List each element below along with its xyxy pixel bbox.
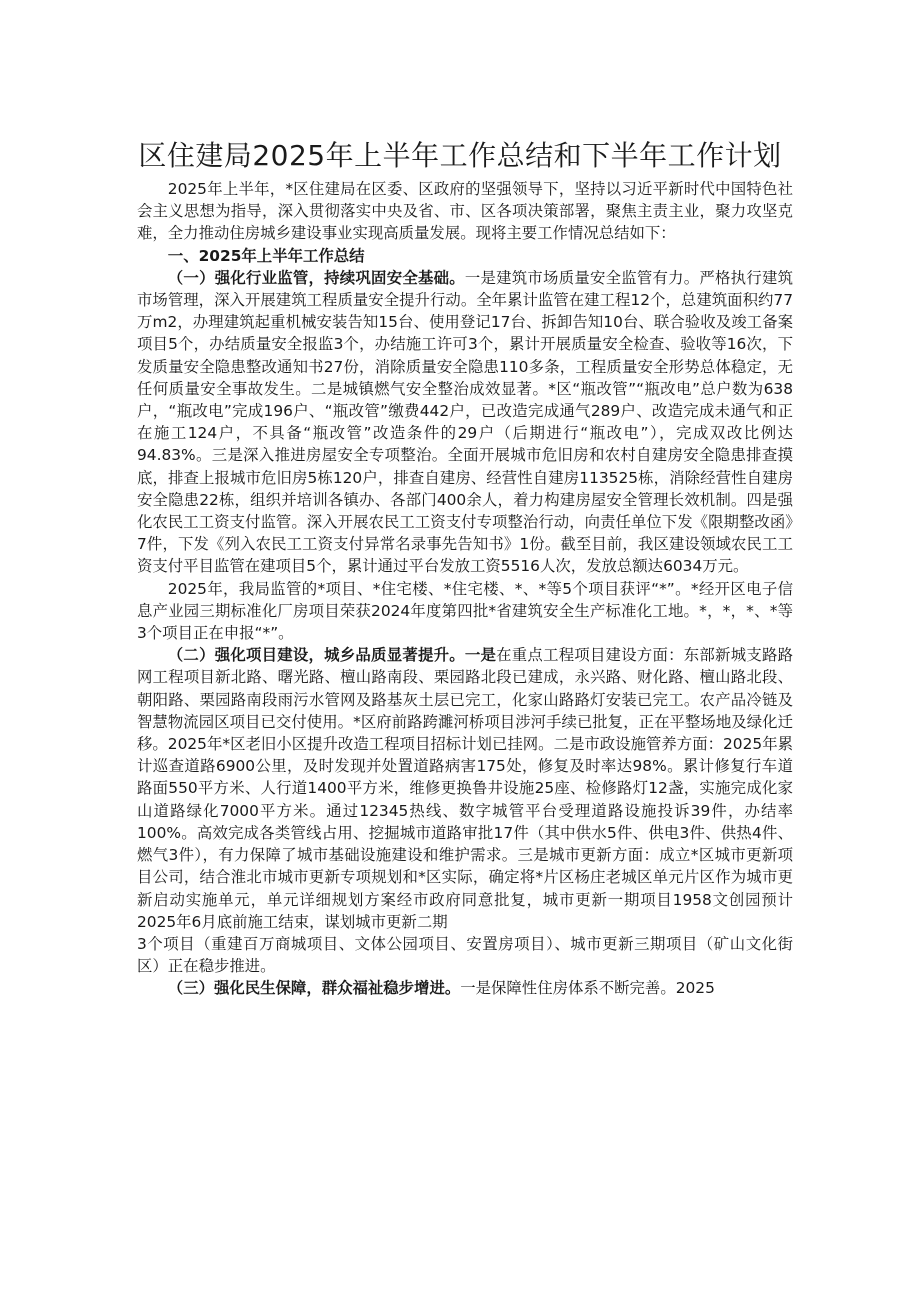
awards-paragraph: 2025年，我局监管的*项目、*住宅楼、*住宅楼、*、*等5个项目获评“*”。*经开区电子信息产业园三期标准化厂房项目荣获2024年度第四批*省建筑安全生产标准化工地。*，*，*、*等3个项目正在申报“*”。 (137, 579, 793, 643)
subsection-1-lead: （一）强化行业监管，持续巩固安全基础。 (167, 268, 465, 287)
subsection-2-lead: （二）强化项目建设，城乡品质显著提升。一是 (167, 646, 497, 665)
document-body (137, 178, 793, 1000)
subsection-2-body: 在重点工程项目建设方面：东部新城支路路网工程项目新北路、曙光路、檀山路南段、栗园路北段已建成，永兴路、财化路、檀山路北段、朝阳路、栗园路南段雨污水管网及路基灰土层已完工，化家山路路灯安装已完工。农产品冷链及智慧物流园区项目已交付使用。*区府前路跨濉河桥项目涉河手续已批复，正在平整场地及绿化迁移。2025年*区老旧小区提升改造工程项目招标计划已挂网。二是市政设施管养方面：2025年累计巡查道路6900公里，及时发现并处置道路病害175处，修复及时率达98%。累计修复行车道路面550平方米、人行道1400平方米，维修更换鲁井设施25座、检修路灯12盏，实施完成化家山道路绿化7000平方米。通过12345热线、数字城管平台受理道路设施投诉39件，办结率100%。高效完成各类管线占用、挖掘城市道路审批17件（其中供水5件、供电3件、供热4件、燃气3件），有力保障了城市基础设施建设和维护需求。三是城市更新方面：成立*区城市更新项目公司，结合淮北市城市更新专项规划和*区实际，确定将*片区杨庄老城区单元片区作为城市更新启动实施单元，单元详细规划方案经市政府同意批复，城市更新一期项目1958文创园预计2025年6月底前施工结束，谋划城市更新二期 (137, 646, 793, 931)
subsection-1-body: 一是建筑市场质量安全监管有力。严格执行建筑市场管理，深入开展建筑工程质量安全提升行动。全年累计监管在建工程12个，总建筑面积约77万m2，办理建筑起重机械安装告知15台、使用登记17台、拆卸告知10台、联合验收及竣工备案项目5个，办结质量安全报监3个，办结施工许可3个，累计开展质量安全检查、验收等16次，下发质量安全隐患整改通知书27份，消除质量安全隐患110多条，工程质量安全形势总体稳定，无任何质量安全事故发生。二是城镇燃气安全整治成效显著。*区“瓶改管”“瓶改电”总户数为638户，“瓶改电”完成196户、“瓶改管”缴费442户，已改造完成通气289户、改造完成未通气和正在施工124户，不具备“瓶改管”改造条件的29户（后期进行“瓶改电”），完成双改比例达94.83%。三是深入推进房屋安全专项整治。全面开展城市危旧房和农村自建房安全隐患排查摸底，排查上报城市危旧房5栋120户，排查自建房、经营性自建房113525栋，消除经营性自建房安全隐患22栋，组织并培训各镇办、各部门400余人，着力构建房屋安全管理长效机制。四是强化农民工工资支付监管。深入开展农民工工资支付专项整治行动，向责任单位下发《限期整改函》7件，下发《列入农民工工资支付异常名录事先告知书》1份。截至目前，我区建设领域农民工工资支付平目监管在建项目5个，累计通过平台发放工资5516人次，发放总额达6034万元。 (137, 268, 793, 576)
subsection-3-body: 一是保障性住房体系不断完善。2025 (460, 979, 715, 998)
document-title: 区住建局2025年上半年工作总结和下半年工作计划 (138, 139, 782, 172)
section-1-heading: 一、2025年上半年工作总结 (167, 246, 365, 265)
subsection-3-lead: （三）强化民生保障，群众福祉稳步增进。 (167, 979, 461, 998)
intro-paragraph: 2025年上半年，*区住建局在区委、区政府的坚强领导下，坚持以习近平新时代中国特色社会主义思想为指导，深入贯彻落实中央及省、市、区各项决策部署，聚焦主责主业，聚力攻坚克难，全力推动住房城乡建设事业实现高质量发展。现将主要工作情况总结如下： (137, 180, 793, 243)
subsection-1-paragraph (137, 267, 793, 578)
subsection-2-continuation: 3个项目（重建百万商城项目、文体公园项目、安置房项目）、城市更新三期项目（矿山文化街区）正在稳步推进。 (137, 934, 793, 976)
subsection-2-paragraph (137, 644, 793, 933)
subsection-3-paragraph (137, 977, 793, 999)
